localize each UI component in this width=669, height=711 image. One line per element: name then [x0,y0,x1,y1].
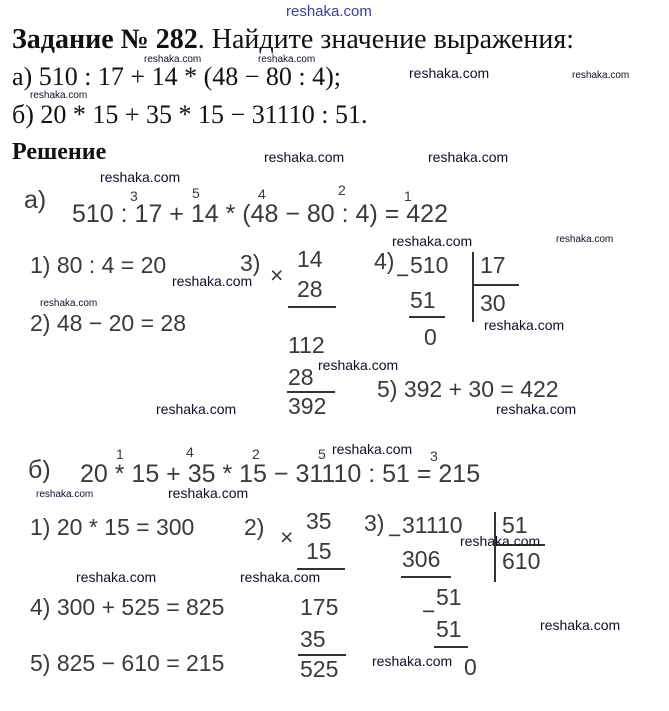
order-mark: 5 [192,185,200,201]
division-bar [472,252,474,322]
watermark: reshaka.com [392,233,473,249]
watermark: reshaka.com [168,485,249,501]
order-mark: 3 [130,188,138,204]
watermark: reshaka.com [264,149,345,165]
watermark: reshaka.com [100,169,181,185]
minus-sign: − [388,522,402,548]
watermark: reshaka.com [40,298,98,309]
subtrahend: 306 [402,546,441,572]
watermark: reshaka.com [258,54,316,65]
minus-sign: − [422,598,436,624]
order-mark: 4 [186,444,194,460]
minus-sign: − [396,262,410,288]
watermark: reshaka.com [484,317,565,333]
part-a-expression: 510 : 17 + 14 * (48 − 80 : 4) = 422 [72,200,448,228]
partial-product: 28 [288,364,314,390]
partial-product: 175 [300,594,339,620]
dividend: 31110 [402,512,463,538]
partial-dividend: 51 [436,584,462,610]
task-heading [12,24,574,56]
order-mark: 1 [116,446,124,462]
watermark: reshaka.com [318,357,399,373]
watermark: reshaka.com [496,401,577,417]
watermark: reshaka.com [172,273,253,289]
watermark: reshaka.com [460,533,541,549]
subtraction-line [401,576,451,578]
step-b1: 1) 20 * 15 = 300 [30,514,195,540]
step-b4: 4) 300 + 525 = 825 [30,594,225,620]
watermark: reshaka.com [556,234,614,245]
order-mark: 5 [318,446,326,462]
quotient: 30 [480,290,506,316]
watermark: reshaka.com [76,569,157,585]
step-a3-label: 3) [240,250,261,276]
multiplier: 15 [306,538,332,564]
divisor: 17 [480,252,506,278]
watermark: reshaka.com [144,54,202,65]
watermark: reshaka.com [572,70,630,81]
divisor: 51 [502,512,528,538]
solution-title: Решение [12,139,107,165]
subtrahend: 51 [436,616,462,642]
watermark: reshaka.com [156,401,237,417]
multiplicand: 14 [297,246,323,272]
multiplier: 28 [297,276,323,302]
dividend: 510 [410,252,449,278]
step-a2: 2) 48 − 20 = 28 [30,310,187,336]
quotient-line [473,284,519,286]
remainder: 0 [424,324,437,350]
subtrahend: 51 [410,287,436,313]
product-line [288,306,336,308]
order-mark: 4 [258,186,266,202]
order-mark: 3 [430,448,438,464]
multiply-sign: × [270,262,284,288]
watermark: reshaka.com [30,90,88,101]
product-result: 392 [288,393,327,419]
step-b2-label: 2) [244,514,265,540]
watermark: reshaka.com [409,65,490,81]
order-mark: 1 [404,188,412,204]
watermark: reshaka.com [240,569,321,585]
subtraction-line [434,646,468,648]
step-a1: 1) 80 : 4 = 20 [30,252,167,278]
step-b5: 5) 825 − 610 = 215 [30,650,225,676]
partial-product: 112 [288,332,325,358]
step-a5: 5) 392 + 30 = 422 [377,376,559,402]
subtraction-line [409,316,445,318]
part-a-label: а) [24,186,47,214]
order-mark: 2 [338,182,346,198]
watermark: reshaka.com [332,441,413,457]
watermark: reshaka.com [540,617,621,633]
part-b-expression: 20 * 15 + 35 * 15 − 31110 : 51 = 215 [80,460,481,488]
task-text: . Найдите значение выражения: [197,24,575,55]
part-b-label: б) [28,456,51,484]
quotient: 610 [502,548,541,574]
multiply-sign: × [280,524,294,550]
remainder: 0 [464,654,477,680]
order-mark: 2 [252,446,260,462]
partial-product: 35 [300,626,326,652]
watermark: reshaka.com [372,653,453,669]
multiplicand: 35 [306,508,332,534]
task-label: Задание № 282 [12,24,198,55]
task-b: б) 20 * 15 + 35 * 15 − 31110 : 51. [12,100,368,129]
watermark: reshaka.com [36,489,94,500]
task-a: а) 510 : 17 + 14 * (48 − 80 : 4); [12,62,342,91]
product-result: 525 [300,656,339,682]
step-a4-label: 4) [374,248,395,274]
watermark: reshaka.com [286,3,372,20]
step-b3-label: 3) [364,510,385,536]
watermark: reshaka.com [428,149,509,165]
